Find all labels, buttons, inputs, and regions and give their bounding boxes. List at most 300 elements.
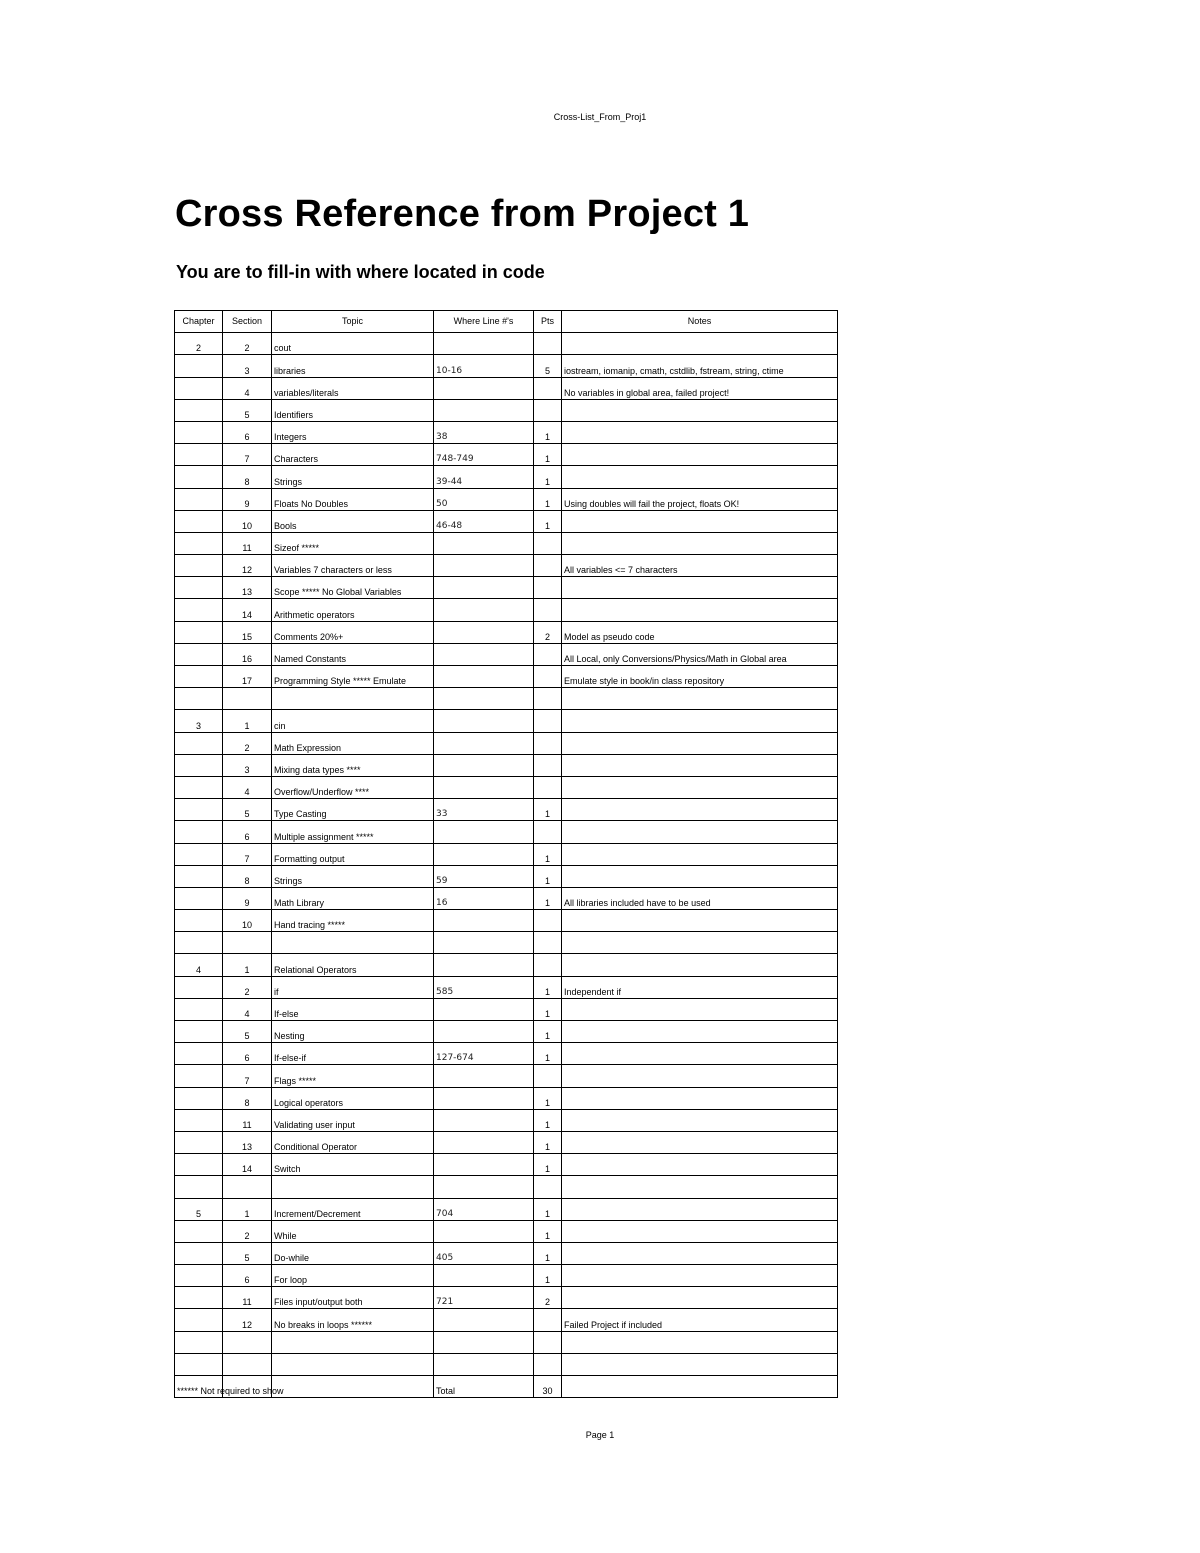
section-cell: 10 (223, 910, 272, 932)
pts-cell (534, 688, 562, 710)
chapter-cell (175, 1265, 223, 1287)
topic-cell: Variables 7 characters or less (272, 555, 434, 577)
where-line-cell: 50 (434, 488, 534, 510)
chapter-cell (175, 421, 223, 443)
table-row (175, 1353, 838, 1375)
topic-cell: Mixing data types **** (272, 754, 434, 776)
where-line-cell (434, 1109, 534, 1131)
table-row (175, 1176, 838, 1198)
topic-cell: Conditional Operator (272, 1131, 434, 1153)
pts-cell (534, 776, 562, 798)
pts-cell: 1 (534, 421, 562, 443)
where-line-cell (434, 910, 534, 932)
topic-cell: Switch (272, 1154, 434, 1176)
notes-cell: Independent if (562, 976, 838, 998)
chapter-cell: 2 (175, 333, 223, 355)
pts-cell (534, 555, 562, 577)
section-cell: 3 (223, 754, 272, 776)
section-cell: 11 (223, 1287, 272, 1309)
section-cell: 8 (223, 466, 272, 488)
section-cell: 13 (223, 577, 272, 599)
table-row (175, 1220, 838, 1242)
topic-cell: Programming Style ***** Emulate (272, 666, 434, 688)
where-line-cell (434, 599, 534, 621)
topic-cell: variables/literals (272, 377, 434, 399)
section-cell: 13 (223, 1131, 272, 1153)
notes-cell (562, 1087, 838, 1109)
notes-cell: iostream, iomanip, cmath, cstdlib, fstream, string, ctime (562, 355, 838, 377)
topic-cell: Integers (272, 421, 434, 443)
where-line-cell (434, 1220, 534, 1242)
notes-cell (562, 421, 838, 443)
section-cell: 11 (223, 1109, 272, 1131)
topic-cell: Math Expression (272, 732, 434, 754)
notes-cell (562, 1109, 838, 1131)
pts-cell: 1 (534, 1043, 562, 1065)
pts-cell: 1 (534, 1265, 562, 1287)
section-cell (223, 1331, 272, 1353)
chapter-cell (175, 510, 223, 532)
chapter-cell (175, 1242, 223, 1264)
page-header-filename: Cross-List_From_Proj1 (553, 112, 647, 122)
table-row (175, 666, 838, 688)
notes-cell (562, 799, 838, 821)
chapter-cell (175, 843, 223, 865)
chapter-cell (175, 1131, 223, 1153)
table-row (175, 1043, 838, 1065)
table-row (175, 1131, 838, 1153)
pts-cell (534, 666, 562, 688)
topic-cell (272, 1353, 434, 1375)
footer-empty-cell (562, 1376, 838, 1398)
chapter-cell (175, 599, 223, 621)
section-cell: 15 (223, 621, 272, 643)
topic-cell (272, 688, 434, 710)
pts-cell (534, 954, 562, 976)
chapter-cell (175, 666, 223, 688)
section-cell: 1 (223, 710, 272, 732)
section-cell: 1 (223, 1198, 272, 1220)
section-cell: 9 (223, 488, 272, 510)
footer-note-cell: ****** Not required to show (175, 1376, 223, 1398)
table-row (175, 444, 838, 466)
pts-cell: 1 (534, 1131, 562, 1153)
chapter-cell (175, 688, 223, 710)
where-line-cell: 585 (434, 976, 534, 998)
table-row (175, 1309, 838, 1331)
table-row (175, 688, 838, 710)
topic-cell: Logical operators (272, 1087, 434, 1109)
pts-cell: 1 (534, 1021, 562, 1043)
section-cell: 9 (223, 887, 272, 909)
notes-cell (562, 865, 838, 887)
table-row (175, 754, 838, 776)
topic-cell (272, 932, 434, 954)
topic-cell: Bools (272, 510, 434, 532)
chapter-cell (175, 1353, 223, 1375)
section-cell: 7 (223, 843, 272, 865)
section-cell: 5 (223, 799, 272, 821)
chapter-cell (175, 887, 223, 909)
chapter-cell (175, 488, 223, 510)
notes-cell (562, 1353, 838, 1375)
table-row (175, 1154, 838, 1176)
topic-cell: Formatting output (272, 843, 434, 865)
section-cell: 7 (223, 1065, 272, 1087)
where-line-cell (434, 1309, 534, 1331)
table-row (175, 510, 838, 532)
where-line-cell (434, 843, 534, 865)
notes-cell: Model as pseudo code (562, 621, 838, 643)
section-cell: 2 (223, 976, 272, 998)
table-row (175, 1198, 838, 1220)
chapter-cell (175, 732, 223, 754)
pts-cell (534, 643, 562, 665)
notes-cell (562, 1287, 838, 1309)
notes-cell (562, 843, 838, 865)
chapter-cell (175, 377, 223, 399)
table-row (175, 799, 838, 821)
topic-cell: Comments 20%+ (272, 621, 434, 643)
pts-cell: 1 (534, 865, 562, 887)
where-line-cell (434, 932, 534, 954)
section-cell: 7 (223, 444, 272, 466)
notes-cell: All variables <= 7 characters (562, 555, 838, 577)
table-row (175, 821, 838, 843)
where-line-cell (434, 1065, 534, 1087)
section-cell: 14 (223, 1154, 272, 1176)
section-cell: 1 (223, 954, 272, 976)
topic-cell: Do-while (272, 1242, 434, 1264)
table-row (175, 1065, 838, 1087)
where-line-cell (434, 1353, 534, 1375)
table-row (175, 377, 838, 399)
topic-cell: Files input/output both (272, 1287, 434, 1309)
where-line-cell (434, 1021, 534, 1043)
pts-cell: 1 (534, 1154, 562, 1176)
notes-cell (562, 932, 838, 954)
pts-cell: 1 (534, 444, 562, 466)
notes-cell (562, 754, 838, 776)
where-line-cell (434, 710, 534, 732)
topic-cell: cin (272, 710, 434, 732)
column-header-section: Section (223, 311, 272, 333)
topic-cell: Arithmetic operators (272, 599, 434, 621)
section-cell: 6 (223, 821, 272, 843)
pts-cell: 1 (534, 1198, 562, 1220)
pts-cell (534, 399, 562, 421)
where-line-cell: 38 (434, 421, 534, 443)
pts-cell: 1 (534, 466, 562, 488)
section-cell (223, 1353, 272, 1375)
table-row (175, 643, 838, 665)
notes-cell (562, 1021, 838, 1043)
notes-cell (562, 1131, 838, 1153)
where-line-cell (434, 377, 534, 399)
chapter-cell (175, 932, 223, 954)
footer-total-label: Total (434, 1376, 534, 1398)
where-line-cell (434, 666, 534, 688)
notes-cell (562, 998, 838, 1020)
table-row (175, 843, 838, 865)
table-row (175, 399, 838, 421)
chapter-cell (175, 577, 223, 599)
where-line-cell (434, 732, 534, 754)
topic-cell: Type Casting (272, 799, 434, 821)
notes-cell (562, 1265, 838, 1287)
table-row (175, 1242, 838, 1264)
pts-cell: 1 (534, 1109, 562, 1131)
section-cell: 12 (223, 1309, 272, 1331)
pts-cell: 1 (534, 887, 562, 909)
chapter-cell (175, 1065, 223, 1087)
topic-cell: Relational Operators (272, 954, 434, 976)
notes-cell (562, 444, 838, 466)
pts-cell (534, 1309, 562, 1331)
pts-cell (534, 732, 562, 754)
pts-cell (534, 1353, 562, 1375)
topic-cell: Increment/Decrement (272, 1198, 434, 1220)
column-header-where-line: Where Line #'s (434, 311, 534, 333)
table-row (175, 466, 838, 488)
where-line-cell: 39-44 (434, 466, 534, 488)
column-header-chapter: Chapter (175, 311, 223, 333)
chapter-cell (175, 1287, 223, 1309)
pts-cell: 1 (534, 976, 562, 998)
topic-cell (272, 1331, 434, 1353)
table-row (175, 355, 838, 377)
table-row (175, 954, 838, 976)
topic-cell: Sizeof ***** (272, 532, 434, 554)
column-header-topic: Topic (272, 311, 434, 333)
notes-cell (562, 821, 838, 843)
section-cell: 3 (223, 355, 272, 377)
chapter-cell (175, 821, 223, 843)
where-line-cell (434, 555, 534, 577)
where-line-cell: 16 (434, 887, 534, 909)
chapter-cell: 4 (175, 954, 223, 976)
topic-cell: Nesting (272, 1021, 434, 1043)
pts-cell (534, 599, 562, 621)
table-body (175, 333, 838, 1376)
table-row (175, 1265, 838, 1287)
notes-cell (562, 333, 838, 355)
notes-cell (562, 1154, 838, 1176)
topic-cell: If-else-if (272, 1043, 434, 1065)
section-cell: 10 (223, 510, 272, 532)
chapter-cell (175, 466, 223, 488)
notes-cell (562, 1176, 838, 1198)
where-line-cell (434, 643, 534, 665)
pts-cell (534, 577, 562, 599)
notes-cell (562, 599, 838, 621)
section-cell (223, 1176, 272, 1198)
topic-cell: For loop (272, 1265, 434, 1287)
table-row (175, 532, 838, 554)
pts-cell (534, 532, 562, 554)
pts-cell (534, 377, 562, 399)
notes-cell (562, 1331, 838, 1353)
section-cell: 5 (223, 1021, 272, 1043)
notes-cell: All Local, only Conversions/Physics/Math in Global area (562, 643, 838, 665)
footer-empty-cell (272, 1376, 434, 1398)
section-cell: 2 (223, 333, 272, 355)
pts-cell: 1 (534, 799, 562, 821)
notes-cell (562, 710, 838, 732)
notes-cell (562, 1043, 838, 1065)
document-title: Cross Reference from Project 1 (175, 193, 750, 235)
pts-cell: 1 (534, 488, 562, 510)
topic-cell: Scope ***** No Global Variables (272, 577, 434, 599)
where-line-cell: 10-16 (434, 355, 534, 377)
where-line-cell (434, 532, 534, 554)
topic-cell: Strings (272, 466, 434, 488)
notes-cell (562, 776, 838, 798)
table-row (175, 599, 838, 621)
notes-cell (562, 1242, 838, 1264)
pts-cell (534, 1176, 562, 1198)
chapter-cell (175, 976, 223, 998)
table-row (175, 976, 838, 998)
chapter-cell (175, 399, 223, 421)
pts-cell (534, 932, 562, 954)
where-line-cell: 46-48 (434, 510, 534, 532)
table-row (175, 910, 838, 932)
where-line-cell (434, 998, 534, 1020)
table-row (175, 710, 838, 732)
chapter-cell (175, 355, 223, 377)
section-cell: 2 (223, 732, 272, 754)
chapter-cell (175, 998, 223, 1020)
pts-cell: 1 (534, 998, 562, 1020)
chapter-cell (175, 776, 223, 798)
chapter-cell (175, 621, 223, 643)
where-line-cell: 721 (434, 1287, 534, 1309)
chapter-cell (175, 643, 223, 665)
where-line-cell (434, 1265, 534, 1287)
section-cell: 14 (223, 599, 272, 621)
table-row (175, 555, 838, 577)
where-line-cell: 405 (434, 1242, 534, 1264)
topic-cell: libraries (272, 355, 434, 377)
where-line-cell (434, 821, 534, 843)
chapter-cell (175, 1109, 223, 1131)
where-line-cell (434, 1131, 534, 1153)
notes-cell (562, 910, 838, 932)
section-cell: 8 (223, 1087, 272, 1109)
topic-cell: If-else (272, 998, 434, 1020)
chapter-cell (175, 754, 223, 776)
document-subtitle: You are to fill-in with where located in code (176, 262, 545, 282)
pts-cell (534, 754, 562, 776)
where-line-cell (434, 1087, 534, 1109)
topic-cell: cout (272, 333, 434, 355)
pts-cell (534, 710, 562, 732)
table-footer-row (175, 1376, 838, 1398)
table-row (175, 488, 838, 510)
section-cell: 4 (223, 776, 272, 798)
table-row (175, 776, 838, 798)
pts-cell: 1 (534, 1220, 562, 1242)
table-row (175, 887, 838, 909)
notes-cell (562, 466, 838, 488)
chapter-cell (175, 1154, 223, 1176)
table-row (175, 1287, 838, 1309)
footer-total-value: 30 (534, 1376, 562, 1398)
pts-cell: 1 (534, 510, 562, 532)
notes-cell (562, 1220, 838, 1242)
notes-cell: Using doubles will fail the project, floats OK! (562, 488, 838, 510)
chapter-cell (175, 799, 223, 821)
section-cell: 5 (223, 1242, 272, 1264)
where-line-cell (434, 688, 534, 710)
pts-cell (534, 333, 562, 355)
where-line-cell: 33 (434, 799, 534, 821)
chapter-cell (175, 865, 223, 887)
pts-cell: 2 (534, 1287, 562, 1309)
chapter-cell (175, 1331, 223, 1353)
chapter-cell (175, 1309, 223, 1331)
notes-cell: Emulate style in book/in class repository (562, 666, 838, 688)
table-row (175, 932, 838, 954)
where-line-cell: 748-749 (434, 444, 534, 466)
where-line-cell: 59 (434, 865, 534, 887)
topic-cell: While (272, 1220, 434, 1242)
topic-cell: Strings (272, 865, 434, 887)
page-footer: Page 1 (585, 1430, 615, 1440)
chapter-cell (175, 532, 223, 554)
topic-cell: if (272, 976, 434, 998)
table-row (175, 1331, 838, 1353)
notes-cell (562, 688, 838, 710)
section-cell: 4 (223, 377, 272, 399)
section-cell: 5 (223, 399, 272, 421)
topic-cell: Overflow/Underflow **** (272, 776, 434, 798)
topic-cell: Validating user input (272, 1109, 434, 1131)
where-line-cell (434, 399, 534, 421)
notes-cell (562, 732, 838, 754)
table-row (175, 1109, 838, 1131)
chapter-cell (175, 1176, 223, 1198)
topic-cell: Identifiers (272, 399, 434, 421)
pts-cell (534, 1331, 562, 1353)
chapter-cell (175, 1021, 223, 1043)
notes-cell (562, 1065, 838, 1087)
where-line-cell (434, 333, 534, 355)
chapter-cell: 5 (175, 1198, 223, 1220)
topic-cell: Multiple assignment ***** (272, 821, 434, 843)
topic-cell: Math Library (272, 887, 434, 909)
topic-cell: Characters (272, 444, 434, 466)
where-line-cell: 127-674 (434, 1043, 534, 1065)
pts-cell: 1 (534, 1242, 562, 1264)
section-cell: 2 (223, 1220, 272, 1242)
pts-cell (534, 910, 562, 932)
topic-cell: Floats No Doubles (272, 488, 434, 510)
section-cell (223, 932, 272, 954)
notes-cell (562, 954, 838, 976)
topic-cell: Hand tracing ***** (272, 910, 434, 932)
topic-cell: No breaks in loops ****** (272, 1309, 434, 1331)
table-row (175, 998, 838, 1020)
chapter-cell: 3 (175, 710, 223, 732)
pts-cell (534, 821, 562, 843)
topic-cell (272, 1176, 434, 1198)
table-row (175, 577, 838, 599)
section-cell: 8 (223, 865, 272, 887)
where-line-cell (434, 754, 534, 776)
chapter-cell (175, 910, 223, 932)
